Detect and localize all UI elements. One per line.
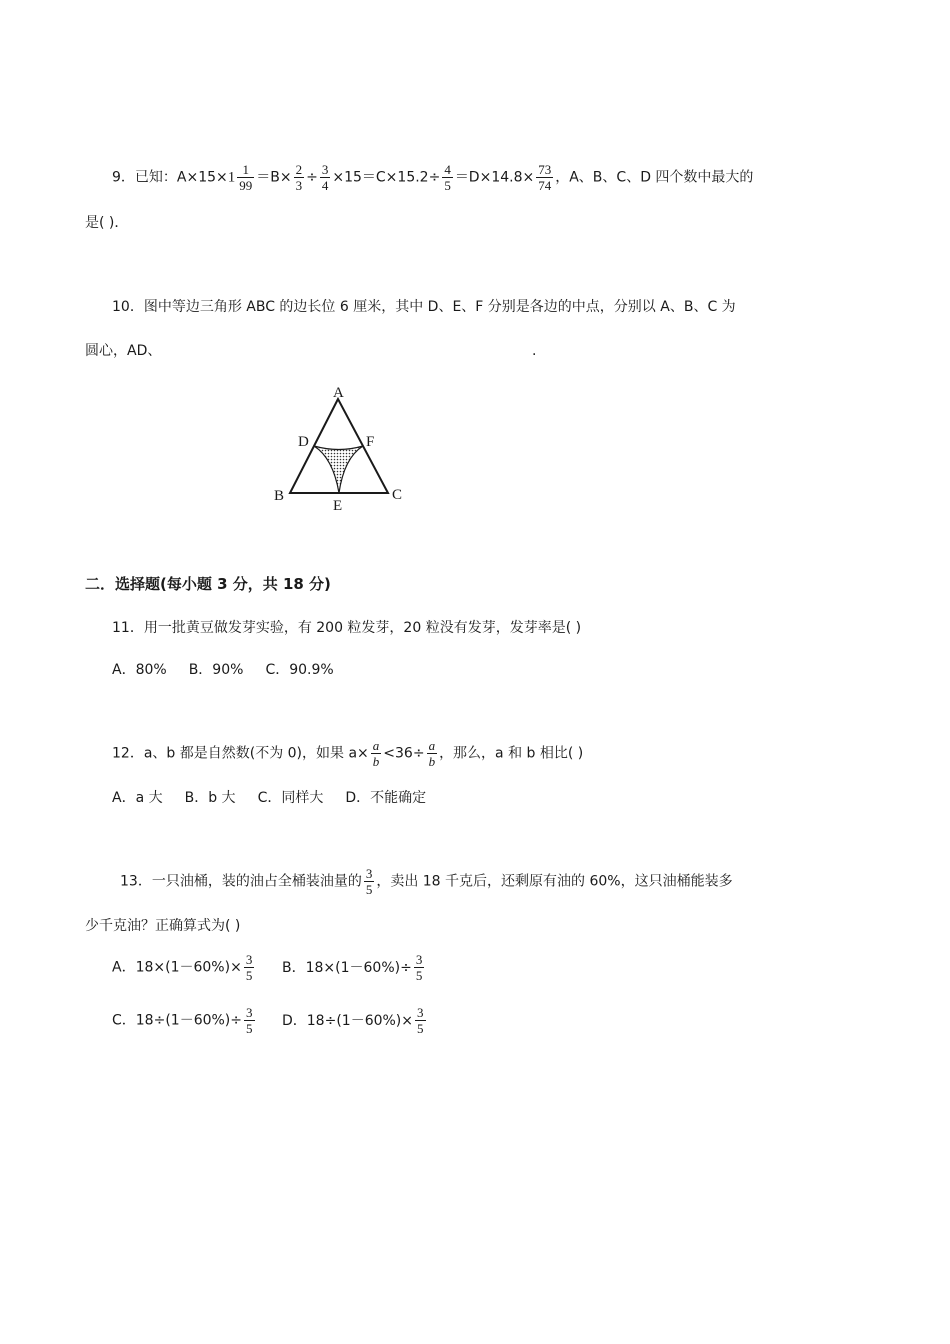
q12-mid: <36÷ bbox=[383, 745, 425, 762]
q12-options bbox=[112, 791, 448, 805]
q10-line2-start: 圆心，AD、 bbox=[85, 343, 162, 359]
q13-option-a: A．18×(1－60%)× $\frac{3}{5}$ bbox=[112, 952, 253, 983]
q9-mid-1: ＝B× bbox=[256, 169, 292, 186]
q12-fraction-2: $\frac{a}{b}$ bbox=[428, 738, 436, 769]
q9-mixed-int: 1 bbox=[227, 169, 236, 186]
q11-stem: 11．用一批黄豆做发芽实验，有 200 粒发芽，20 粒没有发芽，发芽率是( ) bbox=[112, 620, 582, 636]
q9-fraction-5: $\frac{73}{74}$ bbox=[538, 162, 552, 193]
label-e: E bbox=[333, 498, 343, 513]
q12-option-d: D．不能确定 bbox=[345, 790, 427, 806]
q13-option-d-fraction: $\frac{3}{5}$ bbox=[417, 1005, 424, 1036]
q10-line1: 10．图中等边三角形 ABC 的边长位 6 厘米，其中 D、E、F 分别是各边的中点，分别以 A、B、C 为 bbox=[112, 299, 736, 315]
section-title: 二．选择题(每小题 3 分，共 18 分) bbox=[85, 575, 331, 593]
q9-mid-2: ÷ bbox=[306, 169, 318, 186]
q12-prefix: 12．a、b 都是自然数(不为 0)，如果 a× bbox=[112, 745, 369, 762]
q9-fraction-3: $\frac{3}{4}$ bbox=[321, 162, 329, 193]
q13-option-row-2 bbox=[112, 1005, 428, 1036]
q13-option-b-fraction: $\frac{3}{5}$ bbox=[415, 952, 423, 983]
q11-option-b: B．90% bbox=[188, 662, 244, 678]
q13-line2: 少千克油？正确算式为( ) bbox=[85, 918, 241, 934]
q13-prefix: 13．一只油桶，装的油占全桶装油量的 bbox=[120, 873, 362, 890]
q9-line1 bbox=[112, 162, 753, 193]
q9-mid-3: ×15＝C×15.2÷ bbox=[332, 169, 441, 186]
q10-line2-end: . bbox=[532, 343, 537, 359]
q9-fraction-1: $\frac{1}{99}$ bbox=[239, 162, 253, 193]
q9-prefix: ．已知：A×15× bbox=[120, 169, 228, 186]
q12-option-a: A．a 大 bbox=[112, 790, 163, 806]
q13-option-b: B．18×(1－60%)÷ $\frac{3}{5}$ bbox=[282, 952, 423, 983]
triangle-figure bbox=[270, 383, 410, 513]
q9-mid-4: ＝D×14.8× bbox=[454, 169, 535, 186]
q13-option-c-fraction: $\frac{3}{5}$ bbox=[246, 1005, 253, 1036]
q11-options bbox=[112, 663, 356, 677]
label-d: D bbox=[298, 434, 309, 450]
q13-suffix: ，卖出 18 千克后，还剩原有油的 60%，这只油桶能装多 bbox=[376, 873, 733, 890]
q13-line1 bbox=[120, 866, 733, 897]
label-f: F bbox=[366, 434, 375, 450]
q13-option-d: D．18÷(1－60%)× $\frac{3}{5}$ bbox=[282, 1005, 424, 1036]
q13-option-a-fraction: $\frac{3}{5}$ bbox=[245, 952, 253, 983]
label-a: A bbox=[333, 385, 344, 401]
q12-option-c: C．同样大 bbox=[257, 790, 324, 806]
q13-option-row-1 bbox=[112, 952, 426, 983]
q13-fraction: $\frac{3}{5}$ bbox=[365, 866, 373, 897]
q11-option-a: A．80% bbox=[112, 662, 167, 678]
q11-option-c: C．90.9% bbox=[265, 662, 334, 678]
q9-fraction-2: $\frac{2}{3}$ bbox=[295, 162, 303, 193]
q9-number: 9 bbox=[112, 169, 121, 186]
q12-suffix: ，那么，a 和 b 相比( ) bbox=[439, 745, 584, 762]
q13-option-c: C．18÷(1－60%)÷ $\frac{3}{5}$ bbox=[112, 1005, 253, 1036]
q12-fraction-1: $\frac{a}{b}$ bbox=[372, 738, 380, 769]
q9-suffix: ，A、B、C、D 四个数中最大的 bbox=[555, 169, 754, 186]
q12-option-b: B．b 大 bbox=[184, 790, 236, 806]
label-b: B bbox=[274, 488, 285, 504]
shaded-region bbox=[314, 446, 363, 493]
q9-fraction-4: $\frac{4}{5}$ bbox=[444, 162, 451, 193]
q9-line2: 是( )． bbox=[85, 215, 129, 231]
label-c: C bbox=[392, 487, 403, 503]
q12-stem bbox=[112, 738, 583, 769]
